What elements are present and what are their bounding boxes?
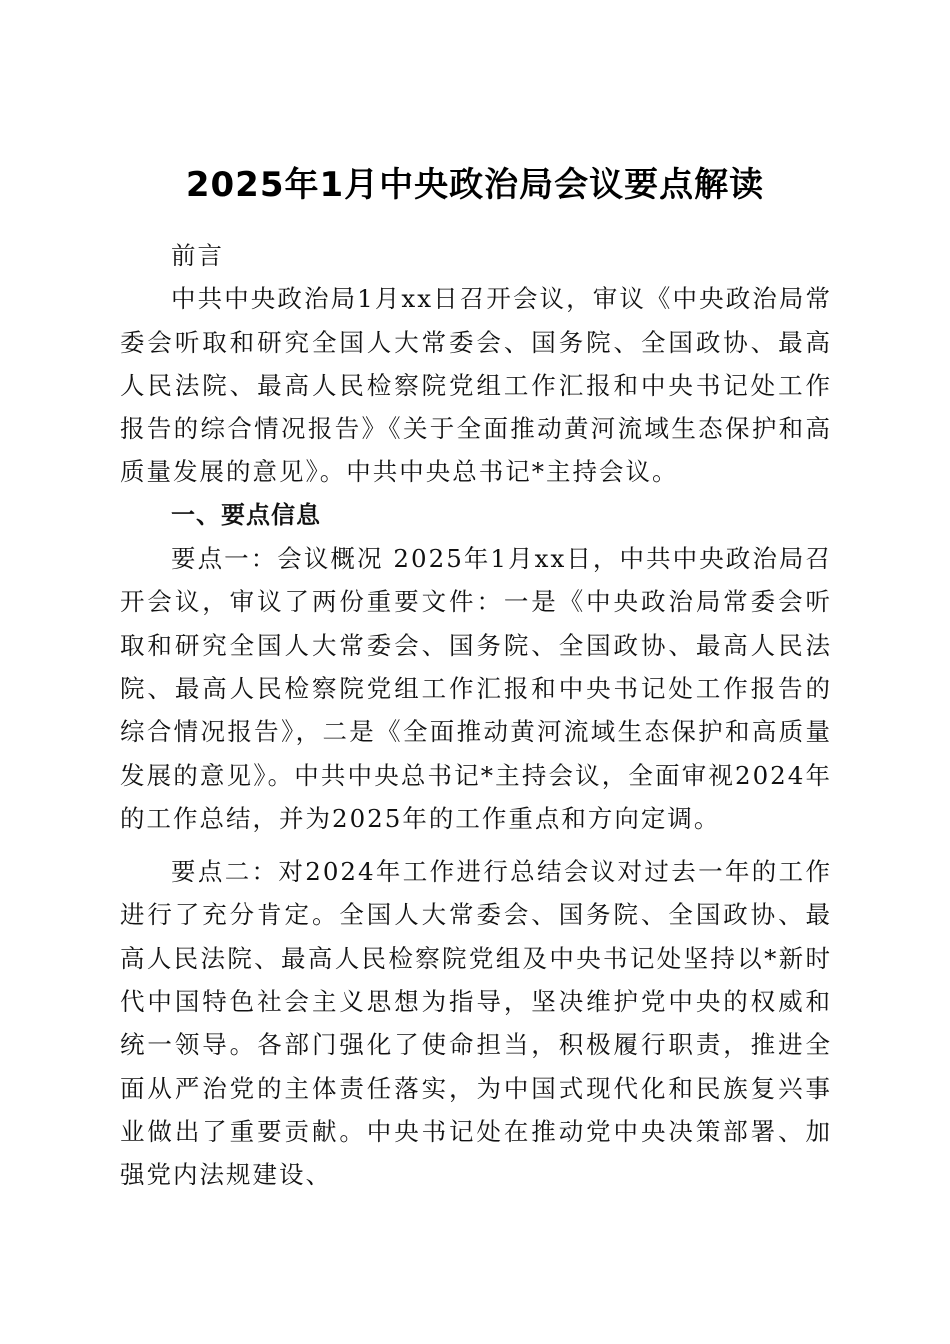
- preface-paragraph: 中共中央政治局1月xx日召开会议，审议《中央政治局常委会听取和研究全国人大常委会、国务院、全国政协、最高人民法院、最高人民检察院党组工作汇报和中央书记处工作报告的综合情况报告》《关于全面推动黄河流域生态保护和高质量发展的意见》。中共中央总书记*主持会议。: [120, 284, 832, 487]
- section-heading-key-info: 一、要点信息: [171, 500, 321, 529]
- preface-heading: 前言: [171, 241, 224, 270]
- document-title: 2025年1月中央政治局会议要点解读: [185, 164, 765, 205]
- point-one-paragraph: 要点一：会议概况 2025年1月xx日，中共中央政治局召开会议，审议了两份重要文件：一是《中央政治局常委会听取和研究全国人大常委会、国务院、全国政协、最高人民法院、最高人民检察院党组工作汇报和中央书记处工作报告的综合情况报告》，二是《全面推动黄河流域生态保护和高质量发展的意见》。中共中央总书记*主持会议，全面审视2024年的工作总结，并为2025年的工作重点和方向定调。: [120, 544, 832, 833]
- point-two-paragraph: 要点二：对2024年工作进行总结会议对过去一年的工作进行了充分肯定。全国人大常委会、国务院、全国政协、最高人民法院、最高人民检察院党组及中央书记处坚持以*新时代中国特色社会主义思想为指导，坚决维护党中央的权威和统一领导。各部门强化了使命担当，积极履行职责，推进全面从严治党的主体责任落实，为中国式现代化和民族复兴事业做出了重要贡献。中央书记处在推动党中央决策部署、加强党内法规建设、: [120, 857, 832, 1190]
- document-body: [120, 234, 832, 1197]
